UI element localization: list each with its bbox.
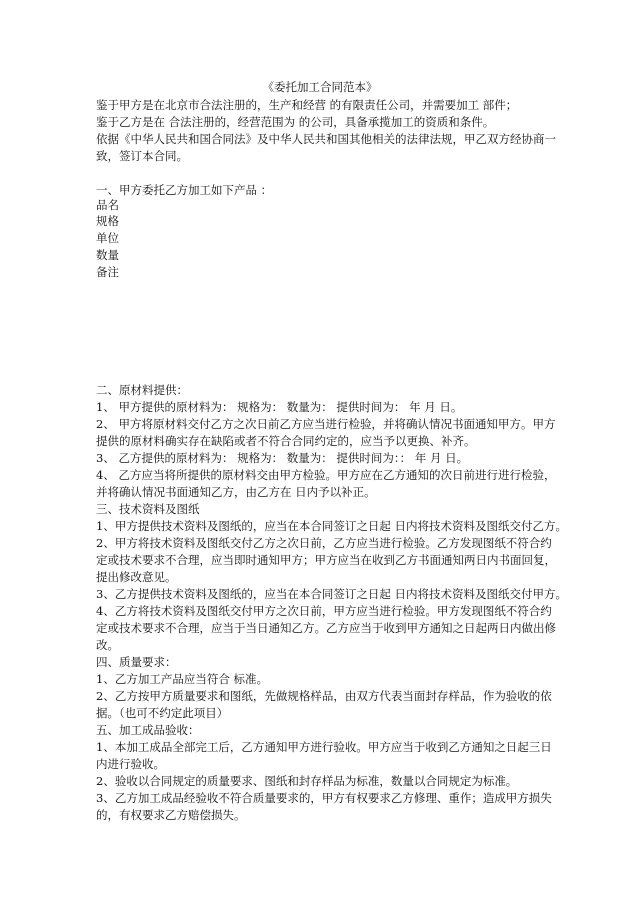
section-heading: 四、质量要求： xyxy=(96,655,177,669)
section-heading: 三、技术资料及图纸 xyxy=(96,502,200,516)
text-line: 3、乙方加工成品经验收不符合质量要求的，甲方有权要求乙方修理、重作；造成甲方损失 xyxy=(96,791,552,805)
field-label: 规格 xyxy=(96,214,119,228)
field-label: 单位 xyxy=(96,231,119,245)
text-line: 定或技术要求不合理，应当于当日通知乙方。乙方应当于收到甲方通知之日起两日内做出修 xyxy=(96,621,556,635)
text-line: 致，签订本合同。 xyxy=(96,149,188,163)
text-line: 鉴于甲方是在北京市合法注册的，生产和经营 的有限责任公司，并需要加工 部件； xyxy=(96,98,518,112)
text-line: 3、 乙方提供的原材料为： 规格为： 数量为： 提供时间为：： 年 月 日。 xyxy=(96,451,469,465)
field-label: 品名 xyxy=(96,198,119,212)
document-title: 《委托加工合同范本》 xyxy=(262,80,378,94)
text-line: 4、 乙方应当将所提供的原材料交由甲方检验。甲方应在乙方通知的次日前进行进行检验， xyxy=(96,468,556,482)
text-line: 4、乙方将技术资料及图纸交付甲方之次日前，甲方应当进行检验。甲方发现图纸不符合约 xyxy=(96,604,552,618)
text-line: 鉴于乙方是在 合法注册的，经营范围为 的公司，具备承揽加工的资质和条件。 xyxy=(96,115,495,129)
text-line: 3、乙方提供技术资料及图纸的，应当在本合同签订之日起 日内将技术资料及图纸交付甲方。 xyxy=(96,587,567,601)
text-line: 的，有权要求乙方赔偿损失。 xyxy=(96,808,246,822)
text-line: 1、甲方提供技术资料及图纸的，应当在本合同签订之日起 日内将技术资料及图纸交付乙方。 xyxy=(96,519,567,533)
field-label: 备注 xyxy=(96,265,119,279)
section-heading: 一、甲方委托乙方加工如下产品 ： xyxy=(96,183,273,197)
text-line: 依据《中华人民共和国合同法》及中华人民共和国其他相关的法律法规，甲乙双方经协商一 xyxy=(96,132,556,146)
text-line: 1、乙方加工产品应当符合 标准。 xyxy=(96,672,268,686)
text-line: 2、乙方按甲方质量要求和图纸，先做规格样品，由双方代表当面封存样品，作为验收的依 xyxy=(96,689,552,703)
text-line: 2、甲方将技术资料及图纸交付乙方之次日前，乙方应当进行检验。乙方发现图纸不符合约 xyxy=(96,536,552,550)
text-line: 2、 甲方将原材料交付乙方之次日前乙方应当进行检验，并将确认情况书面通知甲方。甲方 xyxy=(96,417,556,431)
text-line: 改。 xyxy=(96,638,119,652)
section-heading: 五、加工成品验收： xyxy=(96,723,200,737)
text-line: 2、验收以合同规定的质量要求、图纸和封存样品为标准，数量以合同规定为标准。 xyxy=(96,774,518,788)
field-label: 数量 xyxy=(96,248,119,262)
text-line: 提供的原材料确实存在缺陷或者不符合合同约定的，应当予以更换、补齐。 xyxy=(96,434,476,448)
text-line: 并将确认情况书面通知乙方，由乙方在 日内予以补正。 xyxy=(96,485,376,499)
text-line: 据。（也可不约定此项目） xyxy=(96,706,229,720)
text-line: 1、本加工成品全部完工后，乙方通知甲方进行验收。甲方应当于收到乙方通知之日起三日 xyxy=(96,740,552,754)
text-line: 内进行验收。 xyxy=(96,757,165,771)
text-line: 提出修改意见。 xyxy=(96,570,177,584)
text-line: 定或技术要求不合理，应当即时通知甲方；甲方应当在收到乙方书面通知两日内书面回复， xyxy=(96,553,556,567)
section-heading: 二、原材料提供： xyxy=(96,383,188,397)
text-line: 1、 甲方提供的原材料为： 规格为： 数量为： 提供时间为： 年 月 日。 xyxy=(96,400,463,414)
